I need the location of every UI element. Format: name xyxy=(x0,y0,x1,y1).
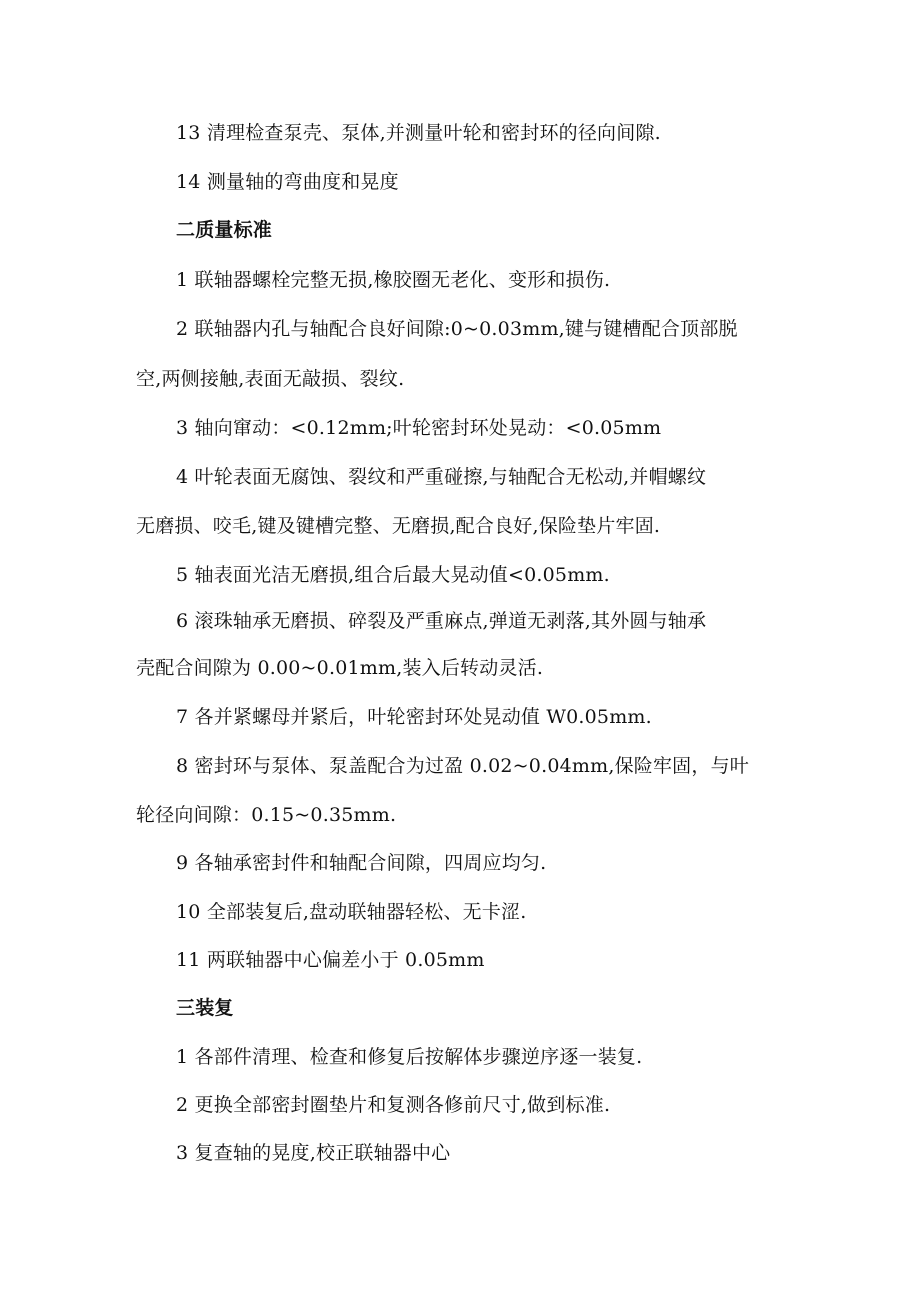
section-heading: 三装复 xyxy=(176,997,234,1019)
text-line: 11 两联轴器中心偏差小于 0.05mm xyxy=(176,949,485,971)
section-heading: 二质量标准 xyxy=(176,219,273,241)
text-line: 9 各轴承密封件和轴配合间隙，四周应均匀. xyxy=(176,852,547,874)
text-line: 10 全部装复后,盘动联轴器轻松、无卡涩. xyxy=(176,901,527,923)
text-line: 5 轴表面光洁无磨损,组合后最大晃动值<0.05mm. xyxy=(176,564,610,586)
text-line: 空,两侧接触,表面无敲损、裂纹. xyxy=(136,368,405,390)
text-line: 14 测量轴的弯曲度和晃度 xyxy=(176,171,399,193)
text-line: 13 清理检查泵壳、泵体,并测量叶轮和密封环的径向间隙. xyxy=(176,122,661,144)
text-line: 2 联轴器内孔与轴配合良好间隙:0~0.03mm,键与键槽配合顶部脱 xyxy=(176,318,738,340)
text-line: 轮径向间隙：0.15~0.35mm. xyxy=(136,804,397,826)
text-line: 8 密封环与泵体、泵盖配合为过盈 0.02~0.04mm,保险牢固，与叶 xyxy=(176,755,749,777)
text-line: 3 轴向窜动：<0.12mm;叶轮密封环处晃动：<0.05mm xyxy=(176,417,662,439)
text-line: 7 各并紧螺母并紧后，叶轮密封环处晃动值 W0.05mm. xyxy=(176,706,652,728)
text-line: 壳配合间隙为 0.00~0.01mm,装入后转动灵活. xyxy=(136,657,544,679)
text-line: 2 更换全部密封圈垫片和复测各修前尺寸,做到标准. xyxy=(176,1094,611,1116)
text-line: 4 叶轮表面无腐蚀、裂纹和严重碰擦,与轴配合无松动,并帽螺纹 xyxy=(176,466,707,488)
text-line: 1 各部件清理、检查和修复后按解体步骤逆序逐一装复. xyxy=(176,1046,643,1068)
text-line: 3 复查轴的晃度,校正联轴器中心 xyxy=(176,1142,451,1164)
text-line: 6 滚珠轴承无磨损、碎裂及严重麻点,弹道无剥落,其外圆与轴承 xyxy=(176,610,707,632)
text-line: 1 联轴器螺栓完整无损,橡胶圈无老化、变形和损伤. xyxy=(176,269,611,291)
text-line: 无磨损、咬毛,键及键槽完整、无磨损,配合良好,保险垫片牢固. xyxy=(136,515,661,537)
